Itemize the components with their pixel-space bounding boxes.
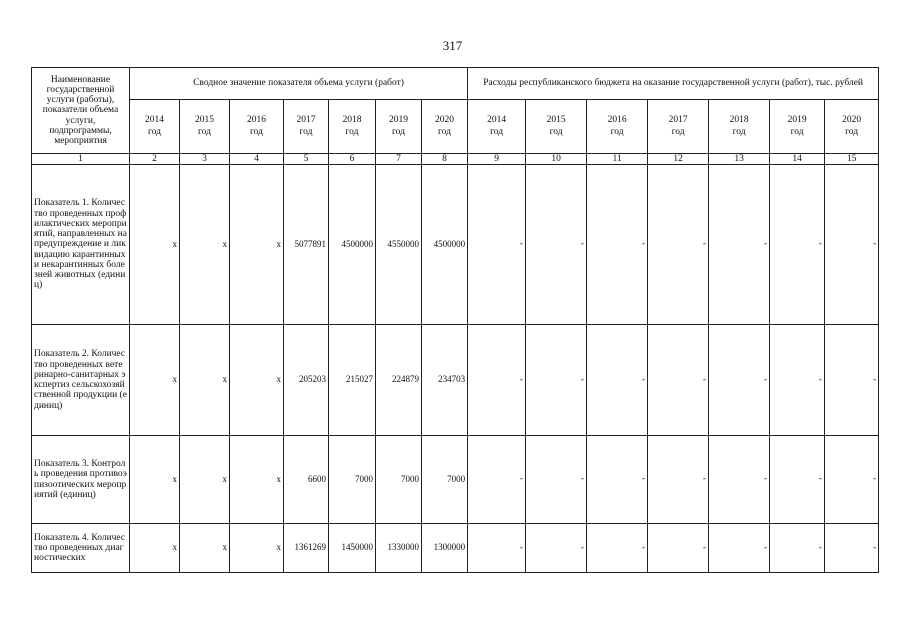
volume-cell: 1361269 (284, 524, 329, 573)
expense-cell: - (709, 524, 770, 573)
expense-year-header: 2020 год (825, 100, 879, 154)
expense-cell: - (526, 325, 587, 436)
expense-cell: - (770, 325, 825, 436)
volume-cell: х (180, 436, 230, 524)
volume-cell: 4500000 (422, 165, 468, 325)
indicator-name: Показатель 4. Количество проведенных диагностических (32, 524, 130, 573)
column-number: 5 (284, 154, 329, 165)
budget-table (31, 67, 879, 573)
column-number: 9 (468, 154, 526, 165)
expense-group-header: Расходы республиканского бюджета на оказание государственной услуги (работ), тыс. рублей (468, 68, 879, 100)
expense-cell: - (770, 436, 825, 524)
expense-cell: - (648, 165, 709, 325)
volume-year-header: 2014 год (130, 100, 180, 154)
volume-cell: 5077891 (284, 165, 329, 325)
volume-group-header: Сводное значение показателя объема услуги (работ) (130, 68, 468, 100)
expense-cell: - (526, 165, 587, 325)
volume-year-header: 2015 год (180, 100, 230, 154)
volume-cell: 215027 (329, 325, 376, 436)
volume-year-header: 2016 год (230, 100, 284, 154)
column-number: 15 (825, 154, 879, 165)
volume-cell: х (230, 436, 284, 524)
expense-year-header: 2019 год (770, 100, 825, 154)
expense-year-header: 2014 год (468, 100, 526, 154)
expense-cell: - (770, 165, 825, 325)
expense-cell: - (648, 325, 709, 436)
indicator-name: Показатель 2. Количество проведенных ветеринарно-санитарных экспертиз сельскохозяйственной продукции (единиц) (32, 325, 130, 436)
table-row (32, 436, 879, 524)
expense-year-header: 2017 год (648, 100, 709, 154)
volume-cell: х (180, 165, 230, 325)
column-number: 3 (180, 154, 230, 165)
expense-cell: - (709, 436, 770, 524)
column-number: 10 (526, 154, 587, 165)
volume-cell: 234703 (422, 325, 468, 436)
header-row-groups (32, 68, 879, 100)
volume-year-header: 2019 год (376, 100, 422, 154)
volume-cell: 1330000 (376, 524, 422, 573)
volume-cell: х (230, 325, 284, 436)
column-number: 14 (770, 154, 825, 165)
expense-cell: - (526, 524, 587, 573)
page-number: 317 (442, 38, 463, 53)
expense-cell: - (825, 325, 879, 436)
expense-cell: - (587, 524, 648, 573)
expense-cell: - (709, 165, 770, 325)
volume-cell: 7000 (376, 436, 422, 524)
volume-cell: 6600 (284, 436, 329, 524)
volume-cell: х (130, 325, 180, 436)
volume-year-header: 2018 год (329, 100, 376, 154)
volume-cell: х (230, 165, 284, 325)
name-column-header: Наименование государственной услуги (работы), показатели объема услуги, подпрограммы, мероприятия (32, 68, 130, 154)
expense-cell: - (468, 325, 526, 436)
expense-cell: - (526, 436, 587, 524)
volume-cell: 4500000 (329, 165, 376, 325)
volume-cell: 7000 (329, 436, 376, 524)
column-number: 13 (709, 154, 770, 165)
volume-cell: х (130, 165, 180, 325)
expense-cell: - (587, 165, 648, 325)
volume-cell: 1450000 (329, 524, 376, 573)
expense-year-header: 2016 год (587, 100, 648, 154)
table-row (32, 165, 879, 325)
expense-year-header: 2018 год (709, 100, 770, 154)
volume-cell: х (180, 524, 230, 573)
column-number: 6 (329, 154, 376, 165)
expense-cell: - (825, 165, 879, 325)
column-number: 11 (587, 154, 648, 165)
volume-cell: 205203 (284, 325, 329, 436)
volume-cell: х (180, 325, 230, 436)
expense-cell: - (468, 165, 526, 325)
volume-cell: х (130, 436, 180, 524)
column-number-row (32, 154, 879, 165)
volume-cell: 1300000 (422, 524, 468, 573)
table-row (32, 524, 879, 573)
header-row-years (32, 100, 879, 154)
indicator-name: Показатель 1. Количество проведенных профилактических мероприятий, направленных на предупреждение и ликвидацию карантинных и некарантинных болезней животных (единиц) (32, 165, 130, 325)
expense-cell: - (587, 436, 648, 524)
volume-cell: 7000 (422, 436, 468, 524)
volume-cell: х (230, 524, 284, 573)
column-number: 7 (376, 154, 422, 165)
column-number: 4 (230, 154, 284, 165)
volume-cell: х (130, 524, 180, 573)
expense-cell: - (770, 524, 825, 573)
expense-cell: - (587, 325, 648, 436)
volume-year-header: 2017 год (284, 100, 329, 154)
column-number: 12 (648, 154, 709, 165)
expense-cell: - (825, 524, 879, 573)
expense-cell: - (648, 436, 709, 524)
expense-cell: - (468, 436, 526, 524)
expense-cell: - (825, 436, 879, 524)
expense-cell: - (709, 325, 770, 436)
column-number: 2 (130, 154, 180, 165)
column-number: 8 (422, 154, 468, 165)
volume-year-header: 2020 год (422, 100, 468, 154)
indicator-name: Показатель 3. Контроль проведения противоэпизоотических мероприятий (единиц) (32, 436, 130, 524)
table-row (32, 325, 879, 436)
volume-cell: 4550000 (376, 165, 422, 325)
expense-year-header: 2015 год (526, 100, 587, 154)
column-number: 1 (32, 154, 130, 165)
expense-cell: - (468, 524, 526, 573)
expense-cell: - (648, 524, 709, 573)
volume-cell: 224879 (376, 325, 422, 436)
